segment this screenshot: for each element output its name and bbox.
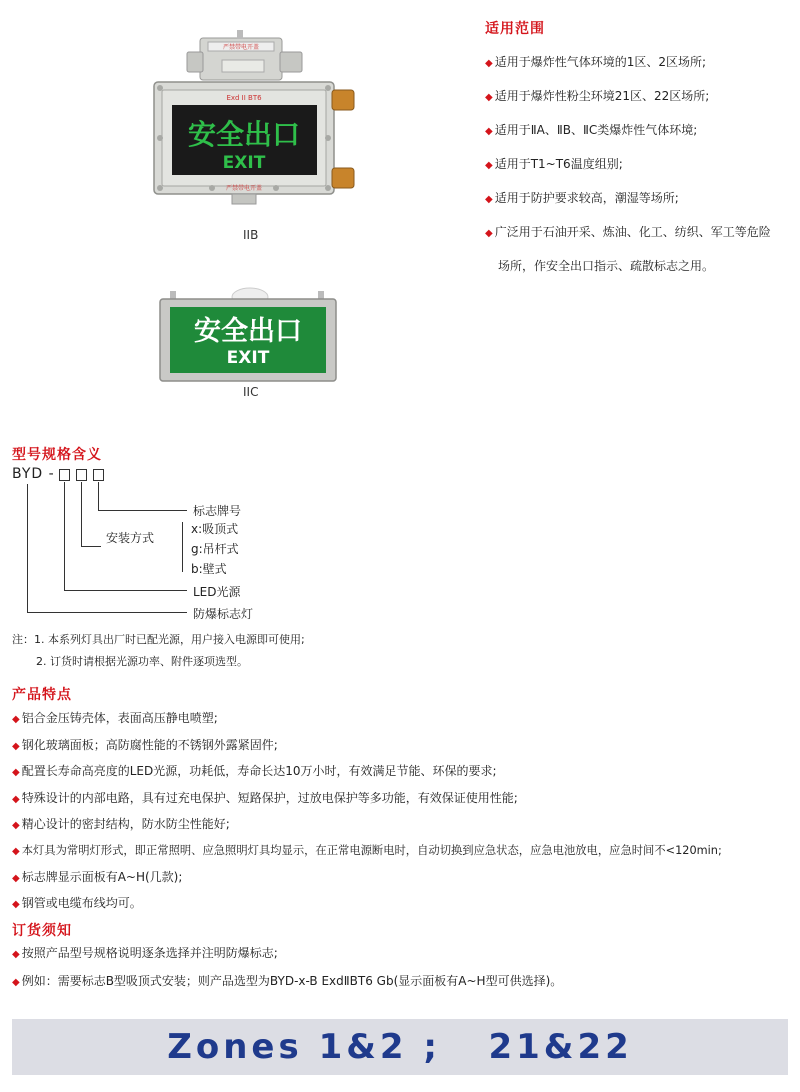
list-item: ◆ 适用于爆炸性气体环境的1区、2区场所;: [485, 55, 707, 69]
connector-line: [81, 482, 82, 546]
label-opt-g: g:吊杆式: [191, 542, 239, 556]
diamond-bullet-icon: ◆: [485, 228, 493, 239]
diamond-bullet-icon: ◆: [485, 160, 493, 171]
application-list: [485, 46, 795, 283]
sign-cn-text: 安全出口: [187, 118, 301, 151]
list-item: ◆ 适用于ⅡA、ⅡB、ⅡC类爆炸性气体环境;: [485, 123, 698, 137]
zones-banner: [12, 1019, 788, 1075]
connector-line: [98, 510, 187, 511]
diamond-bullet-icon: ◆: [12, 899, 20, 911]
sign-en-text: EXIT: [222, 153, 266, 173]
marking-text: Exd II BT6: [226, 94, 262, 102]
list-item: ◆ 铝合金压铸壳体，表面高压静电喷塑;: [12, 711, 218, 725]
diamond-bullet-icon: ◆: [485, 194, 493, 205]
list-item: ◆ 钢化玻璃面板；高防腐性能的不锈钢外露紧固件;: [12, 737, 278, 752]
label-opt-x: x:吸顶式: [191, 522, 239, 536]
list-item: ◆ 适用于防护要求较高，潮湿等场所;: [485, 191, 679, 205]
features-title: 产品特点: [12, 687, 72, 703]
code-box-2: [76, 469, 87, 481]
connector-line: [64, 482, 65, 590]
list-item: ◆ 按照产品型号规格说明逐条选择并注明防爆标志;: [12, 946, 278, 960]
features-list: [12, 706, 800, 918]
diamond-bullet-icon: ◆: [12, 714, 20, 725]
diamond-bullet-icon: ◆: [12, 872, 20, 884]
list-item: ◆ 特殊设计的内部电路，具有过充电保护、短路保护，过放电保护等多功能，有效保证使用性能;: [12, 790, 518, 805]
note-line-2: 2. 订货时请根据光源功率、附件逐项选型。: [36, 655, 248, 668]
diamond-bullet-icon: ◆: [485, 92, 493, 103]
iic-sign-cn-text: 安全出口: [194, 316, 302, 347]
lamp-iib-caption: IIB: [243, 228, 259, 242]
list-item: ◆ 钢管或电缆布线均可。: [12, 896, 142, 911]
list-item: ◆ 例如：需要标志B型吸顶式安装；则产品选型为BYD-x-B ExdⅡBT6 Gb(显示面板有A~H型可供选择)。: [12, 974, 563, 988]
label-opt-b: b:壁式: [191, 562, 227, 576]
connector-line: [64, 590, 187, 591]
lamp-iic-image: [158, 285, 338, 385]
diamond-bullet-icon: ◆: [12, 949, 20, 960]
connector-line: [27, 484, 28, 612]
connector-line: [98, 482, 99, 510]
ordering-title: 订货须知: [12, 923, 72, 939]
diamond-bullet-icon: ◆: [12, 820, 20, 832]
lamp-iic-caption: IIC: [243, 385, 259, 399]
application-title: 适用范围: [485, 21, 545, 37]
diamond-bullet-icon: ◆: [485, 58, 493, 69]
lamp-iib-image: [142, 30, 357, 210]
list-item: ◆ 配置长寿命高亮度的LED光源，功耗低，寿命长达10万小时，有效满足节能、环保的要求;: [12, 764, 497, 779]
iic-sign-en-text: EXIT: [226, 348, 270, 368]
diamond-bullet-icon: ◆: [12, 977, 20, 988]
diamond-bullet-icon: ◆: [485, 126, 493, 137]
connector-line: [81, 546, 101, 547]
code-box-1: [59, 469, 70, 481]
list-item: ◆ 适用于爆炸性粉尘环境21区、22区场所;: [485, 89, 710, 103]
list-item: ◆ 精心设计的密封结构，防水防尘性能好;: [12, 817, 230, 832]
note-line-1: 注：1. 本系列灯具出厂时已配光源，用户接入电源即可使用;: [12, 633, 305, 646]
list-item-continuation: 场所，作安全出口指示、疏散标志之用。: [498, 259, 715, 273]
list-item: ◆ 适用于T1~T6温度组别;: [485, 157, 623, 171]
label-led: LED光源: [193, 585, 241, 599]
label-lamp: 防爆标志灯: [193, 607, 254, 621]
plate-bottom-text: 严禁带电开盖: [225, 185, 263, 192]
list-item: ◆ 本灯具为常明灯形式，即正常照明、应急照明灯具均显示，在正常电源断电时，自动切换到应急状态，应急电池放电，应急时间不<120min;: [12, 843, 722, 857]
label-sign-plate: 标志牌号: [193, 504, 242, 518]
model-code: BYD -: [12, 466, 55, 482]
list-item: ◆ 标志牌显示面板有A~H(几款);: [12, 869, 183, 884]
bracket-line: [182, 522, 183, 572]
model-title: 型号规格含义: [12, 447, 102, 463]
zones-banner-text: Zones 1&2 ; 21&22: [167, 1027, 633, 1067]
diamond-bullet-icon: ◆: [12, 740, 20, 752]
diamond-bullet-icon: ◆: [12, 767, 20, 779]
code-box-3: [93, 469, 104, 481]
plate-top-text: 严禁带电开盖: [222, 44, 260, 51]
list-item: ◆ 广泛用于石油开采、炼油、化工、纺织、军工等危险: [485, 225, 771, 239]
connector-line: [27, 612, 187, 613]
ordering-list: [12, 940, 792, 996]
label-install-method: 安装方式: [106, 531, 155, 545]
diamond-bullet-icon: ◆: [12, 793, 20, 805]
diamond-bullet-icon: ◆: [12, 845, 20, 857]
